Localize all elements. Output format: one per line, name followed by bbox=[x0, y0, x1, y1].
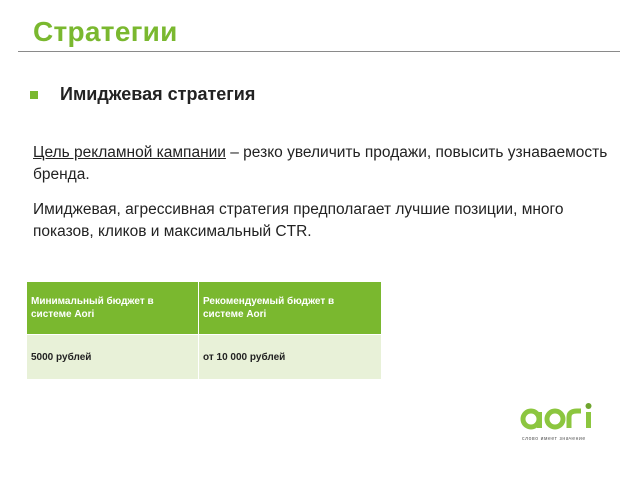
goal-paragraph bbox=[33, 142, 613, 186]
strategy-paragraph: Имиджевая, агрессивная стратегия предполагает лучшие позиции, много показов, кликов и максимальный CTR. bbox=[33, 201, 564, 240]
goal-text: – резко увеличить продажи, повысить узнаваемость бренда. bbox=[33, 144, 608, 183]
table-header-row bbox=[27, 282, 382, 335]
cell-min-budget: 5000 рублей bbox=[27, 335, 199, 380]
budget-table bbox=[26, 281, 382, 380]
table-row bbox=[27, 335, 382, 380]
bullet-heading: Имиджевая стратегия bbox=[60, 84, 256, 104]
header-min-budget: Минимальный бюджет в системе Aori bbox=[27, 282, 199, 335]
header-recommended-budget: Рекомендуемый бюджет в системе Aori bbox=[199, 282, 382, 335]
aori-logo bbox=[520, 402, 600, 446]
logo-tagline: слово имеет значение bbox=[522, 436, 586, 442]
goal-label: Цель рекламной кампании bbox=[33, 144, 226, 161]
bullet-item bbox=[30, 84, 255, 105]
slide-title: Стратегии bbox=[33, 16, 178, 47]
aori-logo-mark bbox=[520, 402, 600, 432]
title-divider bbox=[18, 51, 620, 52]
square-bullet-icon bbox=[30, 91, 38, 99]
cell-recommended-budget: от 10 000 рублей bbox=[199, 335, 382, 380]
